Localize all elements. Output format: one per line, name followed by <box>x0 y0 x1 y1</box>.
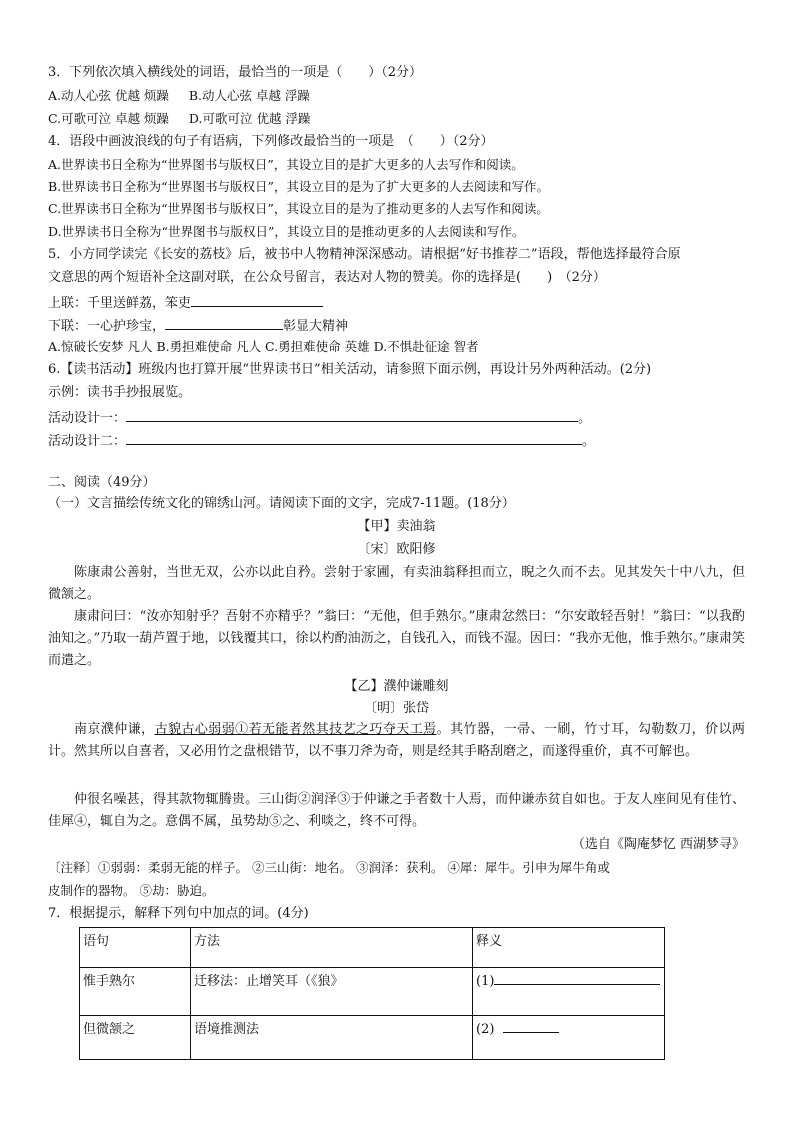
passage-jia-paragraph-1: 陈康肃公善射，当世无双，公亦以此自矜。尝射于家圃，有卖油翁释担而立，睨之久而不去。见其发矢十中八九，但微颔之。 <box>48 565 745 602</box>
passage-yi-paragraph-2: 仲很名噪甚，得其款物辄腾贵。三山街②润泽③于仲谦之手者数十人焉，而仲谦赤贫自如也。于友人座间见有佳竹、佳犀④，辄自为之。意偶不属，虽势劫⑤之、利啖之，终不可得。 <box>48 792 745 829</box>
table-row <box>80 968 665 1016</box>
notes-line-1: 〔注释〕①弱弱：柔弱无能的样子。 ②三山街：地名。 ③润泽：获利。 ④犀：犀牛。引申为犀牛角或 <box>48 860 610 875</box>
q3-option-b: B.动人心弦 卓越 浮躁 <box>188 88 310 103</box>
passage-jia-title: 【甲】卖油翁 <box>357 519 436 534</box>
q7-stem: 7．根据提示，解释下列句中加点的词。(4分) <box>48 906 309 921</box>
q3-option-d: D.可歌可泣 优越 浮躁 <box>188 111 311 126</box>
section-reading-title: 二、阅读（49分） <box>48 475 156 490</box>
row2-method: 语境推测法 <box>191 1016 473 1060</box>
header-method: 方法 <box>191 928 473 968</box>
passage-yi-underlined-sentence: 古貌古心弱弱①若无能者然其技艺之巧夺天工焉 <box>154 722 437 737</box>
row1-answer: (1) <box>473 968 665 1016</box>
header-meaning: 释义 <box>473 928 665 968</box>
passage-yi-author: 〔明〕张岱 <box>363 701 429 716</box>
q5-upper-blank[interactable] <box>191 292 323 307</box>
row1-phrase: 惟手熟尔 <box>80 968 191 1016</box>
row2-phrase: 但微颔之 <box>80 1016 191 1060</box>
passage-jia-paragraph-2: 康肃问曰：“汝亦知射乎？吾射不亦精乎？”翁曰：“无他，但手熟尔。”康肃忿然曰：“尔安敢轻吾射！”翁曰：“以我酌油知之。”乃取一葫芦置于地，以钱覆其口，徐以杓酌油沥之，自钱孔入，而钱不湿。因曰：“我亦无他，惟手熟尔。”康肃笑而遣之。 <box>48 609 745 668</box>
q4-stem: 4．语段中画波浪线的句子有语病，下列修改最恰当的一项是 （ ）（2分） <box>48 134 494 149</box>
q6-stem: 6.【读书活动】班级内也打算开展“世界读书日”相关活动，请参照下面示例，再设计另外两种活动。(2分) <box>48 362 652 377</box>
table-header-row <box>80 928 665 968</box>
q4-option-b: B.世界读书日全称为“世界图书与版权日”，其设立目的是为了扩大更多的人去阅读和写作。 <box>48 179 549 194</box>
q5-stem-line1: 5．小方同学读完《长安的荔枝》后，被书中人物精神深深感动。请根据“好书推荐二”语段，帮他选择最符合原 <box>48 247 681 262</box>
q3-option-c: C.可歌可泣 卓越 烦躁 <box>48 111 170 126</box>
q3-options-cd <box>48 110 310 128</box>
passage-yi-title: 【乙】濮仲谦雕刻 <box>344 679 449 694</box>
q5-lower-couplet: 下联：一心护珍宝， 彰显大精神 <box>48 315 348 336</box>
q4-option-d: D.世界读书日全称为“世界图书与版权日”，其设立目的是推动更多的人去阅读和写作。 <box>48 224 525 239</box>
row1-answer-blank[interactable] <box>494 970 660 985</box>
header-sentence: 语句 <box>80 928 191 968</box>
q6-example: 示例：读书手抄报展览。 <box>48 385 192 400</box>
passage-yi-source: （选自《陶庵梦忆 西湖梦寻》 <box>571 837 745 852</box>
notes-line-2: 皮制作的器物。 ⑤劫：胁迫。 <box>48 883 215 898</box>
q5-lower-blank[interactable] <box>165 315 283 330</box>
section-classical-intro: （一）文言描绘传统文化的锦绣山河。请阅读下面的文字，完成7-11题。(18分） <box>48 496 515 511</box>
q3-stem: 3．下列依次填入横线处的词语，最恰当的一项是（ ）（2分） <box>48 65 423 80</box>
q3-options-ab <box>48 87 310 105</box>
q5-upper-couplet: 上联：千里送鲜荔，笨吏 <box>48 292 323 313</box>
q4-option-c: C.世界读书日全称为“世界图书与版权日”，其设立目的是为了推动更多的人去写作和阅读。 <box>48 201 549 216</box>
passage-yi-paragraph-1: 南京濮仲谦，古貌古心弱弱①若无能者然其技艺之巧夺天工焉。其竹器，一帚、一刷，竹寸耳，勾勒数刀，价以两计。然其所以自喜者，又必用竹之盘根错节，以不事刀斧为奇，则是经其手略刮磨之，而遂得重价，真不可解也。 <box>48 722 745 759</box>
row2-answer: (2) <box>473 1016 665 1060</box>
q6-design-one-blank[interactable] <box>126 407 578 422</box>
q7-table <box>79 927 665 1060</box>
q5-stem-line2: 文意思的两个短语补全这副对联，在公众号留言，表达对人物的赞美。你的选择是( ) （2分） <box>48 270 606 285</box>
q6-design-one: 活动设计一： 。 <box>48 407 591 428</box>
table-row <box>80 1016 665 1060</box>
q6-design-two-blank[interactable] <box>126 430 582 445</box>
q6-design-two: 活动设计二： 。 <box>48 430 595 451</box>
row1-method: 迁移法：止增笑耳（《狼》 <box>191 968 473 1016</box>
q5-options: A.惊破长安梦 凡人 B.勇担难使命 凡人 C.勇担难使命 英雄 D.不惧赴征途 智者 <box>48 339 479 354</box>
row2-answer-blank[interactable] <box>503 1018 559 1033</box>
q3-option-a: A.动人心弦 优越 烦躁 <box>48 88 169 103</box>
q4-option-a: A.世界读书日全称为“世界图书与版权日”，其设立目的是扩大更多的人去写作和阅读。 <box>48 157 524 172</box>
passage-jia-author: 〔宋〕欧阳修 <box>357 542 436 557</box>
